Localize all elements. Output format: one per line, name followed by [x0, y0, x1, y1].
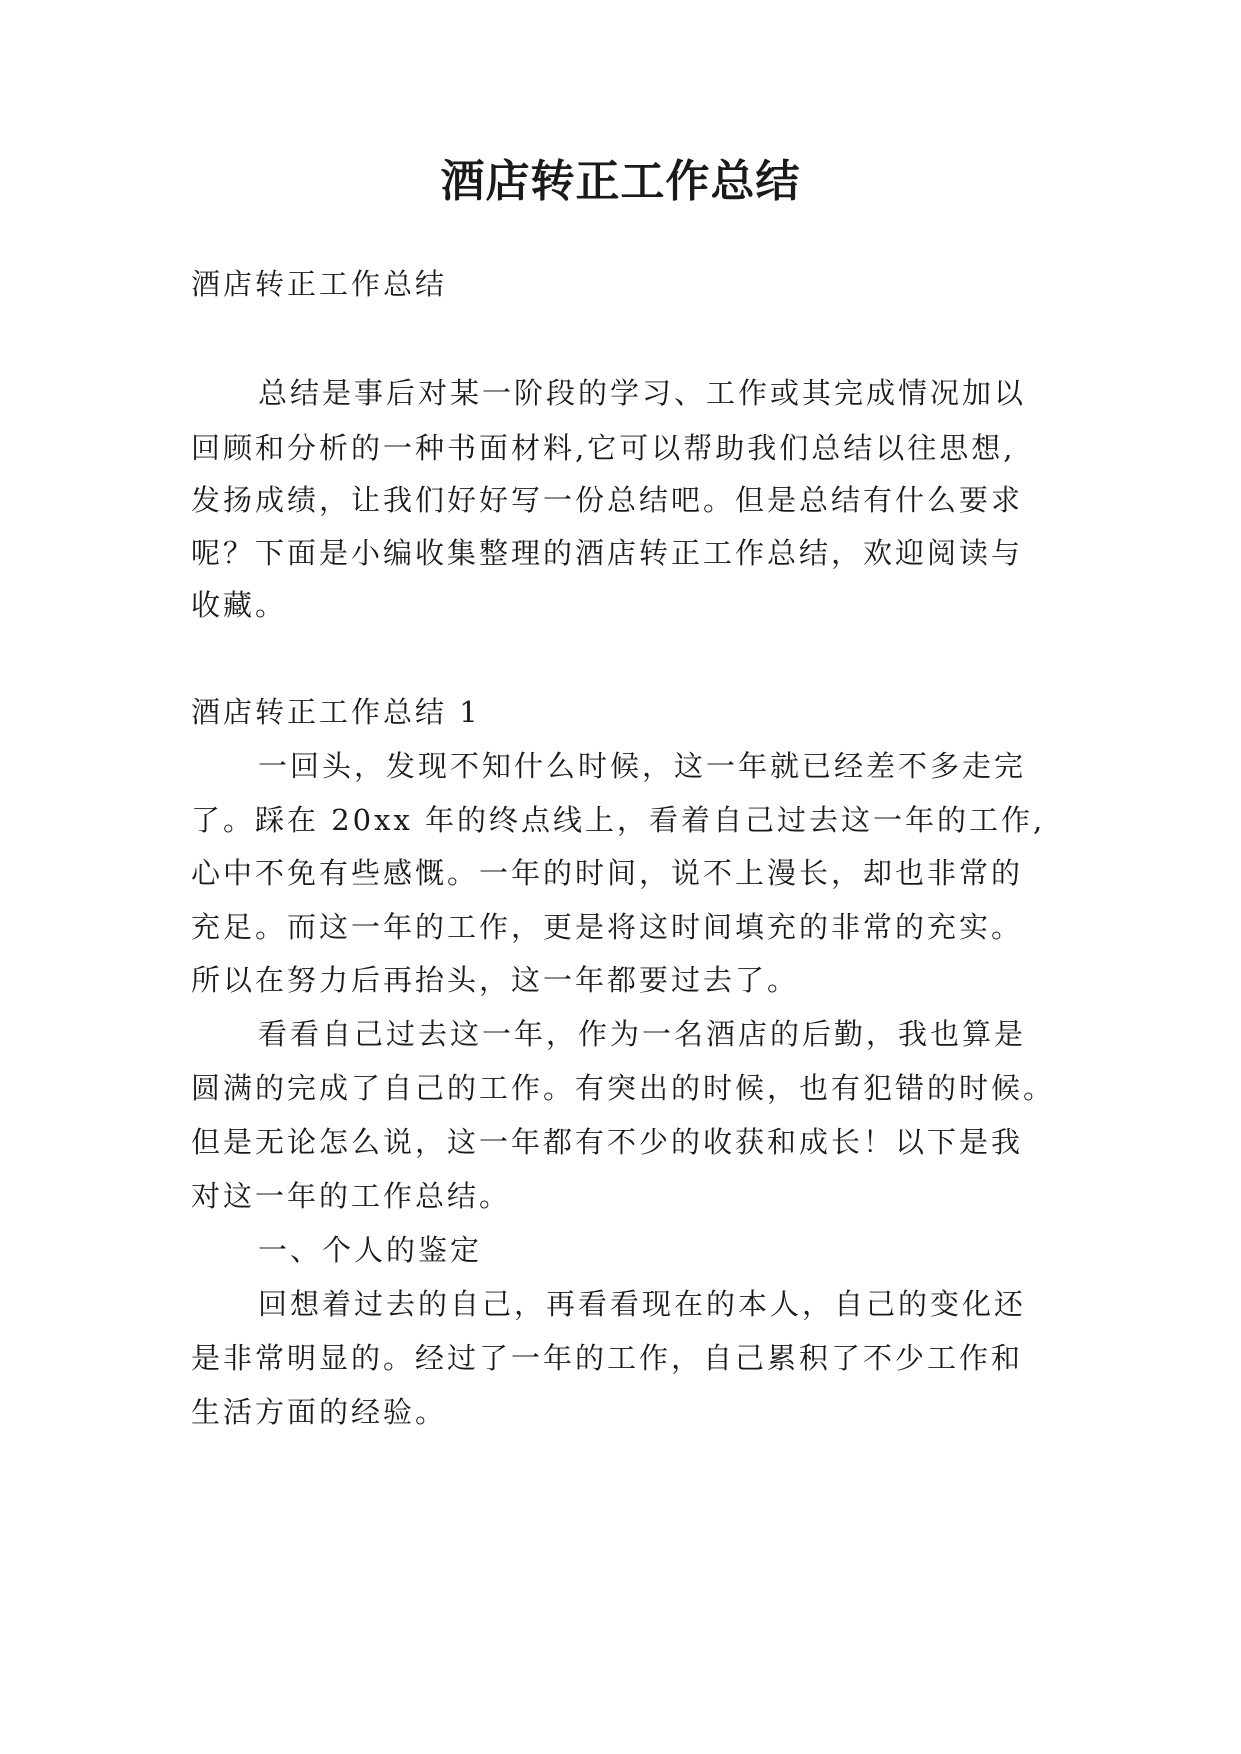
text-line: 总结是事后对某一阶段的学习、工作或其完成情况加以	[258, 376, 1027, 410]
text-line: 一回头，发现不知什么时候，这一年就已经差不多走完	[258, 749, 1027, 783]
text-line: 是非常明显的。经过了一年的工作，自己累积了不少工作和	[191, 1341, 1024, 1375]
document-subtitle: 酒店转正工作总结	[191, 267, 448, 301]
text-line: 对这一年的工作总结。	[191, 1179, 512, 1213]
list-heading: 一、个人的鉴定	[258, 1233, 483, 1267]
text-line: 回顾和分析的一种书面材料,它可以帮助我们总结以往思想,	[191, 431, 1016, 465]
text-line: 回想着过去的自己，再看看现在的本人，自己的变化还	[258, 1287, 1027, 1321]
text-line: 看看自己过去这一年，作为一名酒店的后勤，我也算是	[258, 1017, 1027, 1051]
text-line: 呢？下面是小编收集整理的酒店转正工作总结，欢迎阅读与	[191, 536, 1024, 570]
text-line: 所以在努力后再抬头，这一年都要过去了。	[191, 963, 800, 997]
text-line: 心中不免有些感慨。一年的时间，说不上漫长，却也非常的	[191, 856, 1024, 890]
text-line: 但是无论怎么说，这一年都有不少的收获和成长！以下是我	[191, 1125, 1024, 1159]
text-line: 圆满的完成了自己的工作。有突出的时候，也有犯错的时候。	[191, 1071, 1056, 1105]
text-line: 发扬成绩，让我们好好写一份总结吧。但是总结有什么要求	[191, 483, 1024, 517]
section-heading: 酒店转正工作总结 1	[191, 695, 481, 729]
text-line: 收藏。	[191, 588, 288, 622]
text-line: 生活方面的经验。	[191, 1395, 448, 1429]
text-line: 了。踩在 20xx 年的终点线上，看着自己过去这一年的工作,	[191, 803, 1046, 837]
document-title: 酒店转正工作总结	[440, 156, 801, 207]
text-line: 充足。而这一年的工作，更是将这时间填充的非常的充实。	[191, 910, 1024, 944]
